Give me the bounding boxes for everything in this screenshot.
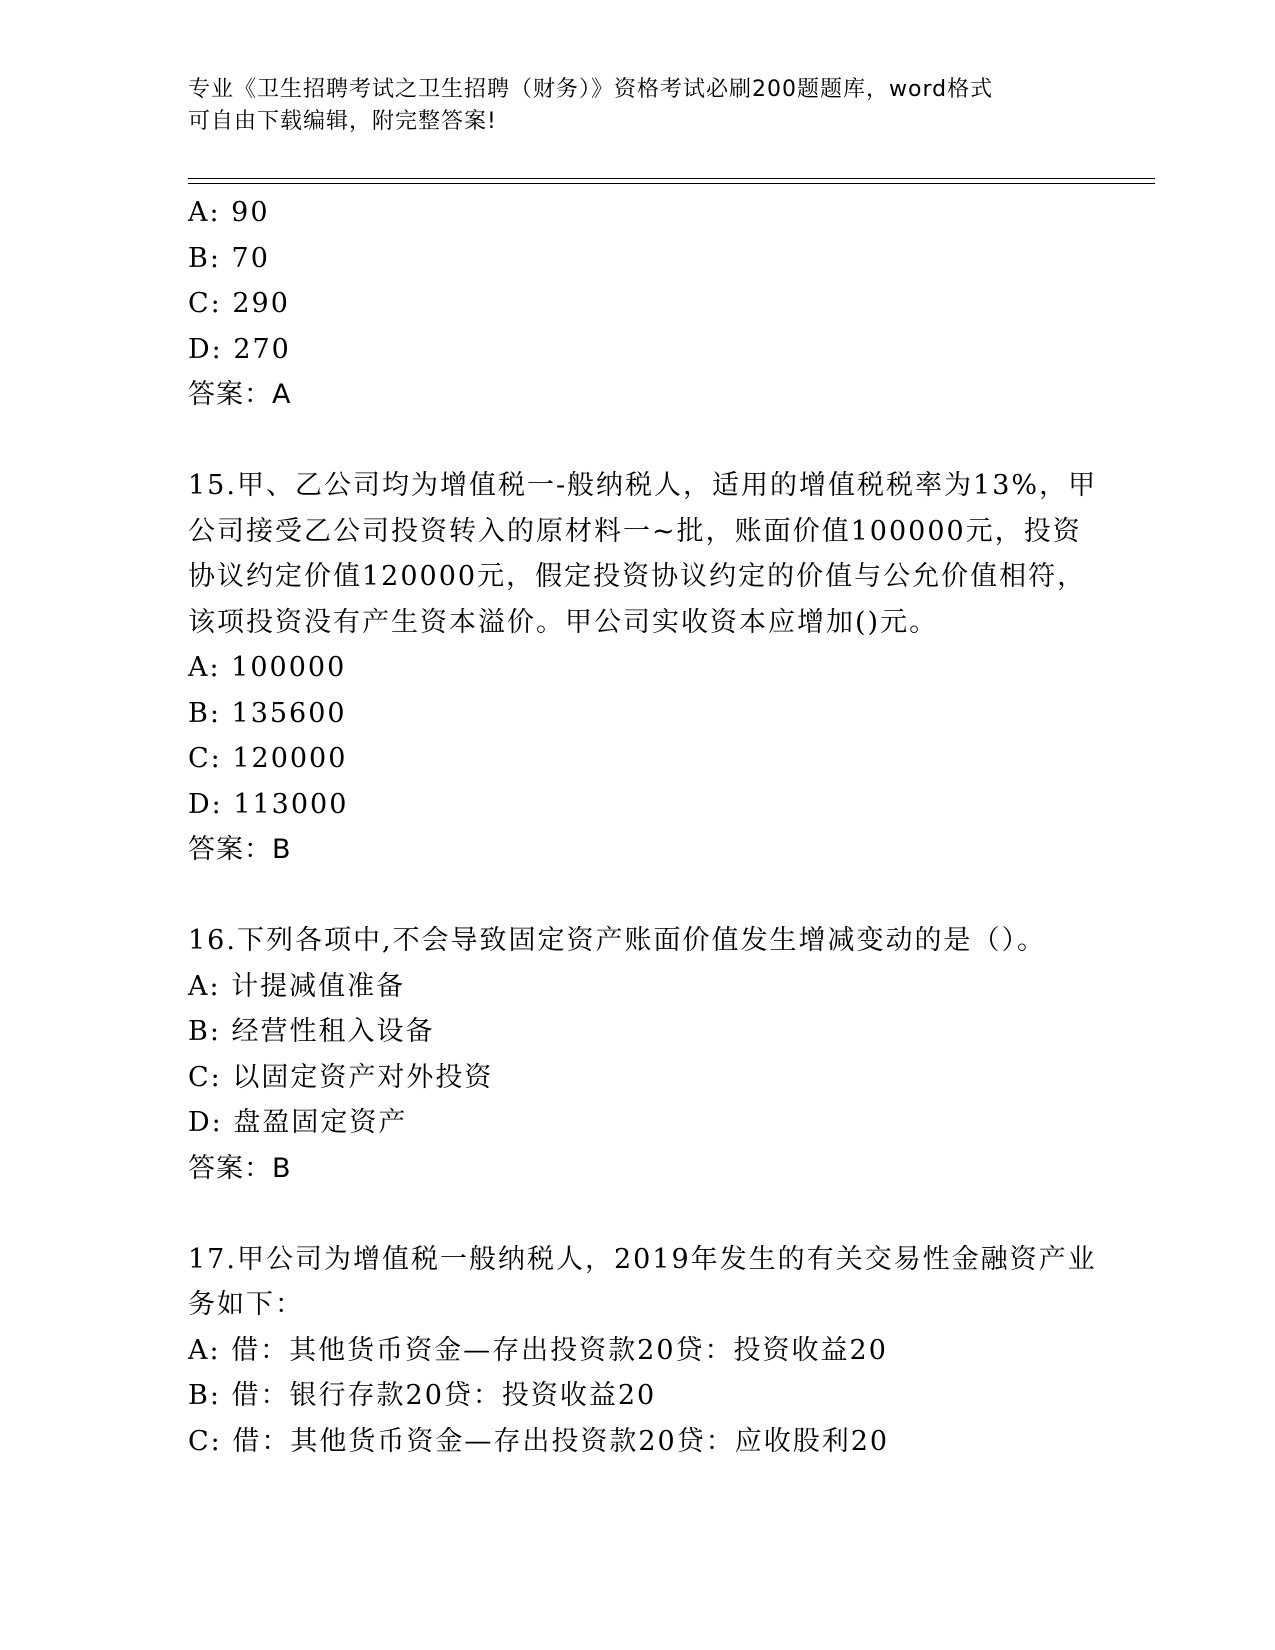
option-c: C: 120000 <box>188 743 348 774</box>
option-c: C: 以固定资产对外投资 <box>188 1061 494 1093</box>
question-15-block <box>188 463 1098 873</box>
question-text-line: 公司接受乙公司投资转入的原材料一~批，账面价值100000元，投资 <box>188 515 1082 547</box>
question-text-line: 15.甲、乙公司均为增值税一-般纳税人，适用的增值税税率为13%，甲 <box>188 470 1098 501</box>
option-a: A: 100000 <box>188 652 347 683</box>
option-c: C: 290 <box>188 288 290 319</box>
question-14-block <box>188 190 1088 418</box>
document-header <box>188 74 1088 138</box>
option-b: B: 经营性租入设备 <box>188 1016 435 1047</box>
answer-line: 答案：B <box>188 1152 292 1184</box>
option-b: B: 135600 <box>188 697 347 729</box>
answer-line: 答案：B <box>188 834 292 865</box>
option-c: C: 借：其他货币资金—存出投资款20贷：应收股利20 <box>188 1425 890 1457</box>
option-b: B: 借：银行存款20贷：投资收益20 <box>188 1380 657 1411</box>
question-text-line: 协议约定价值120000元，假定投资协议约定的价值与公允价值相符， <box>188 561 1087 592</box>
question-text-line: 17.甲公司为增值税一般纳税人，2019年发生的有关交易性金融资产业 <box>188 1243 1097 1275</box>
header-divider-top <box>188 178 1155 179</box>
option-a: A: 90 <box>188 197 270 228</box>
option-d: D: 270 <box>188 333 291 365</box>
question-text-line: 务如下： <box>188 1289 304 1320</box>
option-b: B: 70 <box>188 242 270 274</box>
header-line-2: 可自由下载编辑，附完整答案! <box>188 109 497 134</box>
option-a: A: 借：其他货币资金—存出投资款20贷：投资收益20 <box>188 1334 888 1366</box>
spacer <box>188 418 1088 464</box>
question-16-block <box>188 918 1088 1191</box>
header-divider-bottom <box>188 183 1155 184</box>
spacer <box>188 1191 1088 1237</box>
option-d: D: 盘盈固定资产 <box>188 1107 408 1138</box>
option-a: A: 计提减值准备 <box>188 970 406 1002</box>
option-d: D: 113000 <box>188 788 349 820</box>
question-text-line: 该项投资没有产生资本溢价。甲公司实收资本应增加()元。 <box>188 606 939 638</box>
question-text-line: 16.下列各项中,不会导致固定资产账面价值发生增减变动的是（）。 <box>188 925 1047 956</box>
spacer <box>188 873 1088 919</box>
answer-line: 答案：A <box>188 379 292 410</box>
question-content <box>188 190 1098 1464</box>
question-17-block <box>188 1237 1097 1465</box>
header-line-1: 专业《卫生招聘考试之卫生招聘（财务）》资格考试必刷200题题库，word格式 <box>188 77 994 102</box>
